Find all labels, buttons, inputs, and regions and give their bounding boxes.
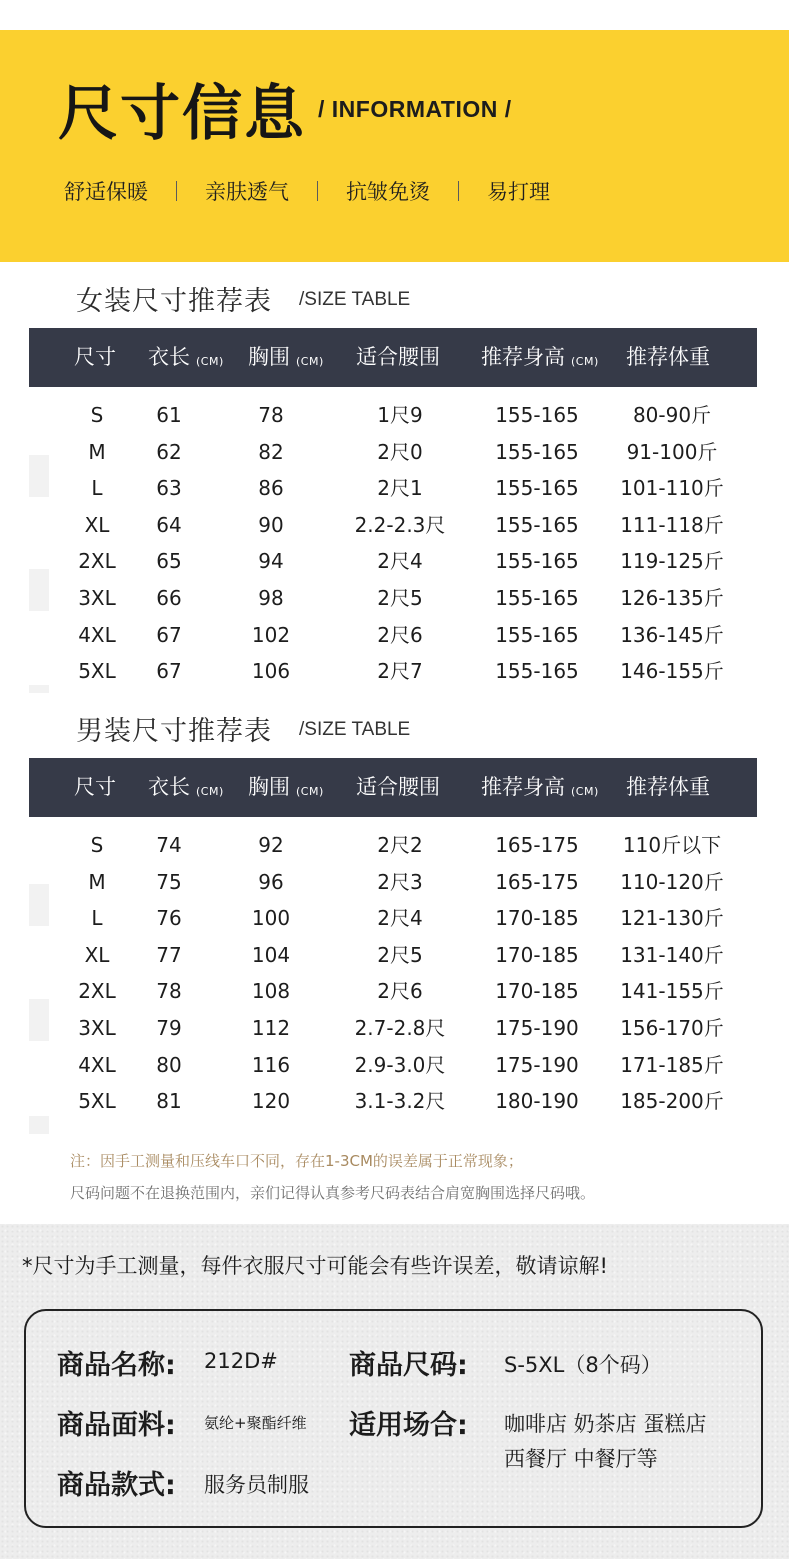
column-header-label: 衣长 — [148, 345, 190, 369]
cell-weight: 110斤以下 — [622, 833, 722, 857]
column-header-label: 推荐身高 — [481, 345, 565, 369]
feature-item: 易打理 — [487, 180, 550, 204]
cell-weight: 171-185斤 — [620, 1052, 724, 1077]
cell-length: 65 — [156, 549, 182, 574]
cell-waist: 2.9-3.0尺 — [354, 1052, 446, 1077]
cell-size: S — [90, 403, 104, 427]
cell-waist: 2尺5 — [377, 586, 423, 610]
cell-waist: 2尺6 — [377, 979, 423, 1004]
cell-weight: 131-140斤 — [620, 942, 724, 967]
cell-length: 63 — [156, 476, 182, 501]
cell-chest: 100 — [251, 906, 291, 931]
cell-length: 62 — [156, 439, 182, 464]
cell-weight: 110-120斤 — [620, 869, 724, 894]
cell-height: 155-165 — [495, 439, 579, 464]
cell-size: M — [88, 869, 106, 894]
cell-waist: 2.2-2.3尺 — [354, 512, 446, 537]
column-header-label: 推荐身高 — [481, 775, 565, 799]
cell-height: 170-185 — [495, 906, 579, 931]
cell-height: 175-190 — [495, 1016, 579, 1040]
feature-divider — [317, 181, 318, 201]
cell-size: 3XL — [78, 586, 116, 610]
table-row — [29, 434, 757, 471]
table-row — [29, 900, 757, 937]
cell-waist: 2尺0 — [377, 439, 423, 464]
watermark-mark — [29, 455, 49, 497]
column-header-label: 适合腰围 — [356, 345, 440, 369]
cell-waist: 2尺2 — [377, 833, 423, 857]
cell-chest: 108 — [251, 979, 291, 1004]
cell-waist: 2尺6 — [377, 622, 423, 647]
cell-size: XL — [84, 512, 110, 537]
cell-length: 74 — [156, 833, 182, 857]
cell-chest: 94 — [258, 549, 284, 574]
women-table-subtitle: /SIZE TABLE — [299, 289, 411, 310]
watermark-mark — [29, 999, 49, 1041]
info-banner — [0, 30, 789, 262]
cell-height: 155-165 — [495, 476, 579, 501]
cell-waist: 2尺4 — [377, 906, 423, 931]
cell-size: 4XL — [78, 1052, 116, 1077]
cell-waist: 2尺7 — [377, 659, 423, 684]
column-header-unit: (CM) — [296, 355, 324, 368]
cell-length: 80 — [156, 1052, 182, 1077]
cell-weight: 136-145斤 — [620, 622, 724, 647]
table-row — [29, 1010, 757, 1047]
watermark-mark — [29, 1116, 49, 1134]
table-row — [29, 397, 757, 434]
watermark-mark — [29, 569, 49, 611]
cell-weight: 141-155斤 — [620, 979, 724, 1004]
cell-chest: 96 — [258, 869, 284, 894]
cell-waist: 2尺5 — [377, 942, 423, 967]
column-header-size — [74, 758, 116, 817]
column-header-unit: (CM) — [571, 355, 599, 368]
product-size-value: S-5XL（8个码） — [504, 1353, 662, 1377]
cell-size: XL — [84, 942, 110, 967]
column-header-unit: (CM) — [196, 355, 224, 368]
men-table-title: 男装尺寸推荐表 — [76, 716, 272, 747]
cell-chest: 90 — [258, 512, 284, 537]
cell-height: 165-175 — [495, 869, 579, 894]
column-header-height — [481, 758, 599, 817]
cell-chest: 102 — [251, 622, 291, 647]
feature-item: 亲肤透气 — [205, 180, 289, 204]
cell-height: 155-165 — [495, 586, 579, 610]
measurement-note: 注：因手工测量和压线车口不同，存在1-3CM的误差属于正常现象； — [70, 1152, 523, 1170]
cell-height: 155-165 — [495, 512, 579, 537]
return-policy-note: 尺码问题不在退换范围内，亲们记得认真参考尺码表结合肩宽胸围选择尺码哦。 — [70, 1184, 596, 1202]
feature-divider — [458, 181, 459, 201]
cell-size: L — [91, 476, 103, 501]
feature-item: 舒适保暖 — [64, 180, 148, 204]
cell-waist: 3.1-3.2尺 — [354, 1089, 446, 1114]
product-fabric-label: 商品面料: — [57, 1410, 176, 1441]
women-table-header — [29, 328, 757, 387]
top-white-strip — [0, 0, 789, 30]
cell-height: 170-185 — [495, 942, 579, 967]
cell-chest: 116 — [251, 1052, 291, 1077]
feature-divider — [176, 181, 177, 201]
column-header-height — [481, 328, 599, 387]
cell-weight: 185-200斤 — [620, 1089, 724, 1114]
cell-length: 67 — [156, 659, 182, 684]
cell-chest: 82 — [258, 439, 284, 464]
cell-height: 155-165 — [495, 622, 579, 647]
cell-length: 66 — [156, 586, 182, 610]
cell-size: 5XL — [78, 1089, 116, 1114]
men-table-subtitle: /SIZE TABLE — [299, 719, 411, 740]
cell-height: 155-165 — [495, 549, 579, 574]
column-header-label: 尺寸 — [74, 775, 116, 799]
column-header-chest — [248, 328, 324, 387]
cell-length: 77 — [156, 942, 182, 967]
column-header-label: 适合腰围 — [356, 775, 440, 799]
cell-size: 2XL — [78, 549, 116, 574]
product-name-value: 212D# — [204, 1349, 278, 1373]
cell-length: 64 — [156, 512, 182, 537]
column-header-label: 胸围 — [248, 775, 290, 799]
cell-size: M — [88, 439, 106, 464]
cell-weight: 126-135斤 — [620, 586, 724, 610]
cell-chest: 86 — [258, 476, 284, 501]
column-header-length — [148, 328, 224, 387]
table-row — [29, 580, 757, 617]
cell-size: 4XL — [78, 622, 116, 647]
cell-chest: 112 — [251, 1016, 291, 1040]
cell-weight: 91-100斤 — [626, 439, 718, 464]
product-name-label: 商品名称: — [57, 1350, 176, 1381]
table-row — [29, 653, 757, 690]
cell-height: 155-165 — [495, 403, 579, 427]
cell-waist: 1尺9 — [377, 403, 423, 427]
product-occasion-value-line1: 咖啡店 奶茶店 蛋糕店 — [504, 1412, 707, 1436]
cell-size: 2XL — [78, 979, 116, 1004]
cell-height: 155-165 — [495, 659, 579, 684]
cell-waist: 2尺4 — [377, 549, 423, 574]
column-header-length — [148, 758, 224, 817]
cell-length: 78 — [156, 979, 182, 1004]
column-header-chest — [248, 758, 324, 817]
cell-length: 67 — [156, 622, 182, 647]
cell-length: 75 — [156, 869, 182, 894]
cell-chest: 92 — [258, 833, 284, 857]
table-row — [29, 543, 757, 580]
column-header-label: 胸围 — [248, 345, 290, 369]
product-occasion-label: 适用场合: — [349, 1410, 468, 1441]
table-row — [29, 1083, 757, 1120]
table-row — [29, 1047, 757, 1084]
cell-weight: 121-130斤 — [620, 906, 724, 931]
women-table-title: 女装尺寸推荐表 — [76, 286, 272, 317]
product-fabric-value: 氨纶+聚酯纤维 — [204, 1414, 307, 1432]
column-header-label: 推荐体重 — [626, 775, 710, 799]
women-table-body — [29, 397, 757, 691]
men-table-body — [29, 827, 757, 1121]
table-row — [29, 973, 757, 1010]
column-header-waist — [356, 328, 440, 387]
column-header-label: 衣长 — [148, 775, 190, 799]
banner-subtitle: / INFORMATION / — [318, 96, 512, 122]
product-style-label: 商品款式: — [57, 1470, 176, 1501]
cell-waist: 2尺3 — [377, 869, 423, 894]
cell-weight: 111-118斤 — [620, 512, 724, 537]
banner-title: 尺寸信息 — [58, 79, 306, 149]
table-row — [29, 470, 757, 507]
table-row — [29, 507, 757, 544]
product-info-box — [24, 1309, 763, 1528]
cell-weight: 119-125斤 — [620, 549, 724, 574]
column-header-label: 推荐体重 — [626, 345, 710, 369]
column-header-unit: (CM) — [296, 785, 324, 798]
column-header-waist — [356, 758, 440, 817]
column-header-label: 尺寸 — [74, 345, 116, 369]
cell-size: 5XL — [78, 659, 116, 684]
column-header-unit: (CM) — [196, 785, 224, 798]
cell-length: 61 — [156, 403, 182, 427]
cell-length: 76 — [156, 906, 182, 931]
column-header-size — [74, 328, 116, 387]
cell-waist: 2尺1 — [377, 476, 423, 501]
table-row — [29, 864, 757, 901]
feature-list — [64, 176, 550, 206]
cell-size: 3XL — [78, 1016, 116, 1040]
watermark-mark — [29, 884, 49, 926]
cell-height: 165-175 — [495, 833, 579, 857]
cell-chest: 120 — [251, 1089, 291, 1114]
cell-weight: 156-170斤 — [620, 1016, 724, 1040]
cell-size: L — [91, 906, 103, 931]
cell-height: 180-190 — [495, 1089, 579, 1114]
cell-chest: 106 — [251, 659, 291, 684]
product-style-value: 服务员制服 — [204, 1473, 309, 1497]
product-occasion-value-line2: 西餐厅 中餐厅等 — [504, 1447, 658, 1471]
table-row — [29, 937, 757, 974]
table-row — [29, 827, 757, 864]
cell-weight: 101-110斤 — [620, 476, 724, 501]
cell-size: S — [90, 833, 104, 857]
table-row — [29, 617, 757, 654]
cell-weight: 80-90斤 — [632, 403, 712, 427]
cell-chest: 104 — [251, 942, 291, 967]
cell-length: 79 — [156, 1016, 182, 1040]
cell-chest: 78 — [258, 403, 284, 427]
column-header-weight — [626, 758, 710, 817]
product-size-label: 商品尺码: — [349, 1350, 468, 1381]
cell-weight: 146-155斤 — [620, 659, 724, 684]
watermark-mark — [29, 685, 49, 693]
men-table-header — [29, 758, 757, 817]
measurement-disclaimer: *尺寸为手工测量，每件衣服尺寸可能会有些许误差，敬请谅解! — [22, 1254, 608, 1278]
cell-length: 81 — [156, 1089, 182, 1114]
feature-item: 抗皱免烫 — [346, 180, 430, 204]
cell-height: 175-190 — [495, 1052, 579, 1077]
column-header-weight — [626, 328, 710, 387]
column-header-unit: (CM) — [571, 785, 599, 798]
cell-height: 170-185 — [495, 979, 579, 1004]
cell-waist: 2.7-2.8尺 — [354, 1016, 446, 1040]
cell-chest: 98 — [258, 586, 284, 610]
